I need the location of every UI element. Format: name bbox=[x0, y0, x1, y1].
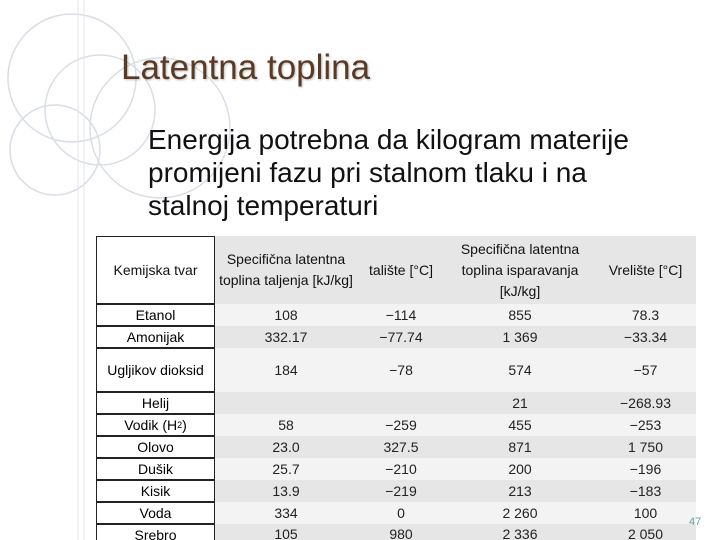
table-row bbox=[96, 502, 696, 524]
cell-boiling: 2 050 bbox=[595, 524, 696, 540]
cell-vaporization: 1 369 bbox=[445, 326, 595, 348]
cell-vaporization: 2 336 bbox=[445, 524, 595, 540]
cell-vaporization: 455 bbox=[445, 414, 595, 436]
cell-substance: Helij bbox=[96, 392, 215, 414]
cell-fusion: 105 bbox=[215, 524, 357, 540]
cell-boiling: −268.93 bbox=[595, 392, 696, 414]
table-row bbox=[96, 304, 696, 326]
slide-title: Latentna toplina bbox=[121, 48, 371, 87]
cell-boiling: −183 bbox=[595, 480, 696, 502]
cell-melting bbox=[357, 392, 445, 414]
cell-substance: Amonijak bbox=[96, 326, 215, 348]
cell-fusion: 25.7 bbox=[215, 458, 357, 480]
cell-fusion: 108 bbox=[215, 304, 357, 326]
cell-substance: Voda bbox=[96, 502, 215, 524]
cell-melting: 980 bbox=[357, 524, 445, 540]
header-substance: Kemijska tvar bbox=[96, 236, 215, 304]
header-boiling-point: Vrelište [°C] bbox=[595, 236, 696, 304]
cell-fusion: 334 bbox=[215, 502, 357, 524]
cell-fusion: 23.0 bbox=[215, 436, 357, 458]
table-row bbox=[96, 480, 696, 502]
cell-substance bbox=[96, 414, 215, 436]
cell-melting: 327.5 bbox=[357, 436, 445, 458]
cell-vaporization: 2 260 bbox=[445, 502, 595, 524]
cell-boiling: 1 750 bbox=[595, 436, 696, 458]
cell-substance: Dušik bbox=[96, 458, 215, 480]
cell-fusion bbox=[215, 392, 357, 414]
table-row bbox=[96, 436, 696, 458]
cell-boiling: −57 bbox=[595, 348, 696, 392]
substance-subscript: 2 bbox=[177, 419, 183, 430]
cell-vaporization: 213 bbox=[445, 480, 595, 502]
cell-substance: Ugljikov dioksid bbox=[96, 348, 215, 392]
cell-vaporization: 855 bbox=[445, 304, 595, 326]
table-row bbox=[96, 524, 696, 540]
cell-substance: Kisik bbox=[96, 480, 215, 502]
cell-boiling: −253 bbox=[595, 414, 696, 436]
table-header-row bbox=[96, 236, 696, 304]
cell-fusion: 184 bbox=[215, 348, 357, 392]
cell-melting: −114 bbox=[357, 304, 445, 326]
cell-vaporization: 871 bbox=[445, 436, 595, 458]
table-row bbox=[96, 348, 696, 392]
cell-boiling: 100 bbox=[595, 502, 696, 524]
bullet-line: promijeni fazu pri stalnom tlaku i na bbox=[148, 157, 587, 188]
cell-melting: −210 bbox=[357, 458, 445, 480]
table-row bbox=[96, 326, 696, 348]
bullet-line: stalnoj temperaturi bbox=[148, 190, 379, 221]
cell-melting: −259 bbox=[357, 414, 445, 436]
bullet-line: Energija potrebna da kilogram materije bbox=[148, 124, 629, 155]
bullet-text bbox=[131, 123, 716, 222]
cell-boiling: −33.34 bbox=[595, 326, 696, 348]
substance-suffix: ) bbox=[182, 416, 187, 433]
cell-melting: 0 bbox=[357, 502, 445, 524]
table-row bbox=[96, 458, 696, 480]
page-number: 47 bbox=[689, 516, 702, 528]
cell-substance: Etanol bbox=[96, 304, 215, 326]
cell-vaporization: 21 bbox=[445, 392, 595, 414]
cell-fusion: 332.17 bbox=[215, 326, 357, 348]
substance-name: Vodik (H bbox=[124, 416, 178, 433]
cell-boiling: −196 bbox=[595, 458, 696, 480]
header-fusion-heat: Specifična latentna toplina taljenja [kJ/kg] bbox=[215, 236, 357, 304]
cell-vaporization: 200 bbox=[445, 458, 595, 480]
bullet-paragraph bbox=[131, 123, 716, 222]
table-row bbox=[96, 392, 696, 414]
cell-boiling: 78.3 bbox=[595, 304, 696, 326]
cell-melting: −219 bbox=[357, 480, 445, 502]
cell-fusion: 58 bbox=[215, 414, 357, 436]
header-vaporization-heat: Specifična latentna toplina isparavanja [kJ/kg] bbox=[445, 236, 595, 304]
cell-substance: Olovo bbox=[96, 436, 215, 458]
cell-melting: −77.74 bbox=[357, 326, 445, 348]
header-melting-point: talište [°C] bbox=[357, 236, 445, 304]
cell-substance: Srebro bbox=[96, 524, 215, 540]
cell-vaporization: 574 bbox=[445, 348, 595, 392]
table-row bbox=[96, 414, 696, 436]
cell-melting: −78 bbox=[357, 348, 445, 392]
cell-fusion: 13.9 bbox=[215, 480, 357, 502]
